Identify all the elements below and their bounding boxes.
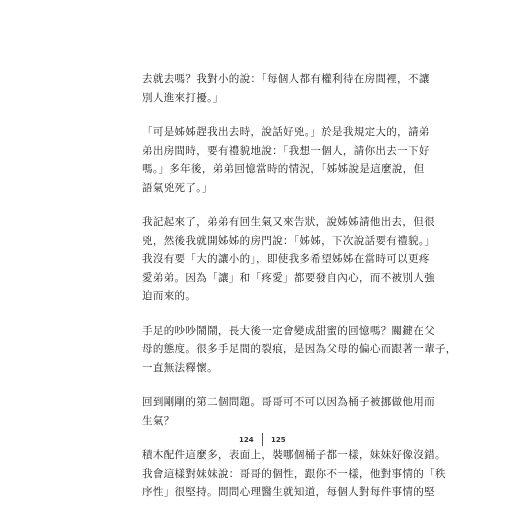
- text-line: 母的態度。很多手足間的裂痕，是因為父母的偏心而跟著一輩子，: [142, 343, 457, 355]
- text-line: 我會這樣對妹妹說：哥哥的個性，跟你不一樣，他對事情的「秩: [142, 467, 446, 480]
- text-line: 「可是姊姊趕我出去時，說話好兇。」於是我規定大的，請弟: [142, 126, 430, 138]
- text-line: 弟出房間時，要有禮貌地說：「我想一個人，請你出去一下好: [142, 144, 430, 157]
- text-line: 迫而來的。: [142, 290, 197, 302]
- text-line: 回到剛剛的第二個問題。哥哥可不可以因為桶子被挪做他用而: [142, 396, 435, 408]
- page-number-right: 125: [271, 436, 286, 444]
- text-line: 積木配件這麼多，表面上，裝哪個桶子都一樣，妹妹好像沒錯。: [142, 449, 446, 461]
- text-line: 生氣？: [142, 414, 175, 427]
- text-line: 去就去嗎？我對小的說：「每個人都有權利待在房間裡，不讓: [142, 73, 430, 85]
- text-line: 別人進來打擾。」: [142, 91, 224, 104]
- text-line: 序性」很堅持。問問心理醫生就知道，每個人對每件事情的堅: [142, 486, 435, 498]
- page-footer: [0, 433, 520, 447]
- body-text: [142, 70, 457, 518]
- paragraph: [142, 322, 457, 378]
- text-line: 兇，然後我就開姊姊的房門說：「姊姊，下次說話要有禮貌。」: [142, 234, 436, 247]
- paragraph: [142, 213, 436, 306]
- text-line: 語氣兇死了。」: [142, 181, 213, 194]
- page-number-left: 124: [239, 436, 254, 444]
- text-line: 愛弟弟。因為「讓」和「疼愛」都要發自內心，而不被別人強: [142, 271, 435, 284]
- paragraph: [142, 70, 430, 107]
- text-line: 我記起來了，弟弟有回生氣又來告狀，說姊姊請他出去，但很: [142, 216, 435, 228]
- text-line: 手足的吵吵鬧鬧，長大後一定會變成甜蜜的回憶嗎？關鍵在父: [142, 324, 435, 337]
- text-line: 一直無法釋懷。: [142, 361, 218, 374]
- paragraph: [142, 446, 446, 502]
- text-line: 嗎。」多年後，弟弟回憶當時的情況，「姊姊說是這麼說，但: [142, 163, 425, 175]
- paragraph: [142, 393, 435, 430]
- page-divider: [262, 433, 263, 446]
- text-line: 我沒有要「大的讓小的」，即使我多希望姊姊在當時可以更疼: [142, 253, 430, 265]
- paragraph: [142, 123, 430, 197]
